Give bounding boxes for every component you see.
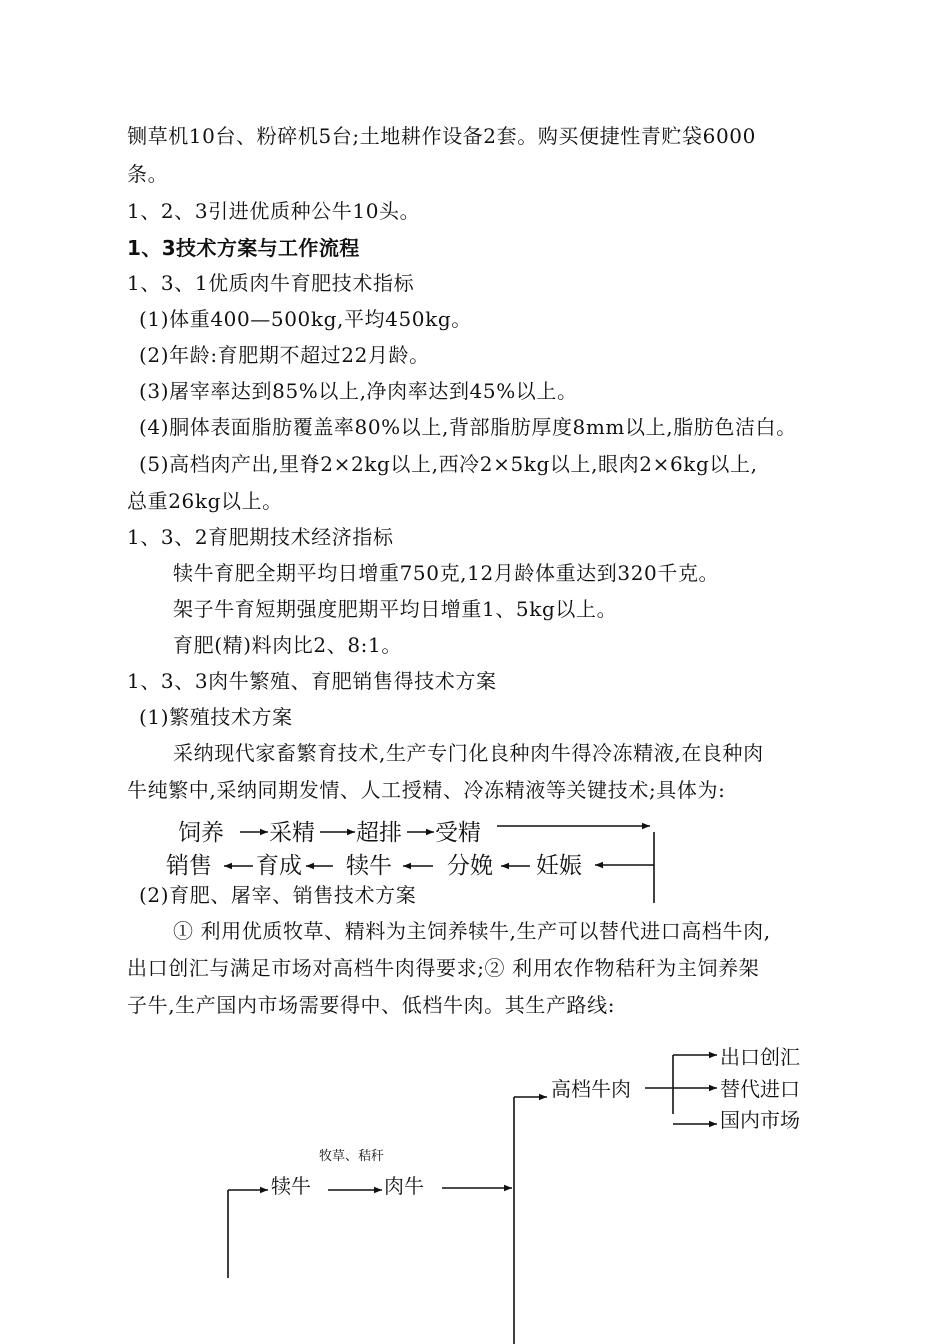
flow-node-sales: 销售 — [166, 853, 212, 879]
flow-node-raising: 育成 — [256, 853, 302, 879]
list-item-5-line1: (5)高档肉产出,里脊2×2kg以上,西冷2×5kg以上,眼肉2×6kg以上, — [139, 452, 758, 476]
econ-indicator-3: 育肥(精)料肉比2、8:1。 — [173, 633, 402, 657]
route-node-high-grade-beef: 高档牛肉 — [551, 1077, 631, 1101]
route-node-export: 出口创汇 — [720, 1045, 800, 1069]
route-node-calf: 犊牛 — [271, 1174, 311, 1198]
list-item-3: (3)屠宰率达到85%以上,净肉率达到45%以上。 — [139, 379, 578, 403]
route-node-import-substitution: 替代进口 — [720, 1077, 800, 1101]
breeding-paragraph-line2: 牛纯繁中,采纳同期发情、人工授精、冷冻精液等关键技术;具体为: — [127, 778, 726, 802]
list-item-2: (2)年龄:育肥期不超过22月龄。 — [139, 343, 430, 367]
flow-node-semen-collection: 采精 — [269, 820, 315, 846]
heading-1-3: 1、3技术方案与工作流程 — [127, 236, 360, 260]
econ-indicator-2: 架子牛育短期强度肥期平均日增重1、5kg以上。 — [173, 597, 618, 621]
paragraph-equipment-line1: 铡草机10台、粉碎机5台;土地耕作设备2套。购买便捷性青贮袋6000 — [127, 124, 756, 148]
flow-node-superovulation: 超排 — [356, 820, 402, 846]
flow-node-pregnancy: 妊娠 — [536, 853, 582, 879]
flow-node-calving: 分娩 — [447, 853, 493, 879]
heading-1-3-1: 1、3、1优质肉牛育肥技术指标 — [127, 271, 415, 295]
flow-node-insemination: 受精 — [435, 820, 481, 846]
breeding-flow-diagram — [166, 820, 654, 903]
flow-node-feeding: 饲养 — [178, 820, 224, 846]
breeding-plan-title: (1)繁殖技术方案 — [139, 705, 293, 729]
fattening-paragraph-line3: 子牛,生产国内市场需要得中、低档牛肉。其生产路线: — [127, 993, 616, 1017]
heading-1-2-3: 1、2、3引进优质种公牛10头。 — [127, 199, 421, 223]
route-label-forage-straw: 牧草、秸秆 — [319, 1149, 385, 1164]
fattening-paragraph-line2: 出口创汇与满足市场对高档牛肉得要求;② 利用农作物秸秆为主饲养架 — [127, 956, 760, 980]
route-node-domestic-market: 国内市场 — [720, 1108, 800, 1132]
breeding-paragraph-line1: 采纳现代家畜繁育技术,生产专门化良种肉牛得冷冻精液,在良种肉 — [173, 741, 764, 765]
production-route-diagram — [228, 1045, 800, 1344]
heading-1-3-2: 1、3、2育肥期技术经济指标 — [127, 525, 394, 549]
flow-node-calf: 犊牛 — [346, 853, 392, 879]
list-item-5-line2: 总重26kg以上。 — [127, 489, 283, 513]
heading-1-3-3: 1、3、3肉牛繁殖、育肥销售得技术方案 — [127, 669, 497, 693]
econ-indicator-1: 犊牛育肥全期平均日增重750克,12月龄体重达到320千克。 — [173, 561, 720, 585]
fattening-paragraph-line1: ① 利用优质牧草、精料为主饲养犊牛,生产可以替代进口高档牛肉, — [173, 919, 771, 943]
fattening-plan-title: (2)育肥、屠宰、销售技术方案 — [139, 883, 417, 907]
list-item-4: (4)胴体表面脂肪覆盖率80%以上,背部脂肪厚度8mm以上,脂肪色洁白。 — [139, 415, 797, 439]
list-item-1: (1)体重400—500kg,平均450kg。 — [139, 307, 472, 331]
route-node-beef-cattle: 肉牛 — [384, 1174, 424, 1198]
paragraph-equipment-line2: 条。 — [127, 162, 169, 186]
